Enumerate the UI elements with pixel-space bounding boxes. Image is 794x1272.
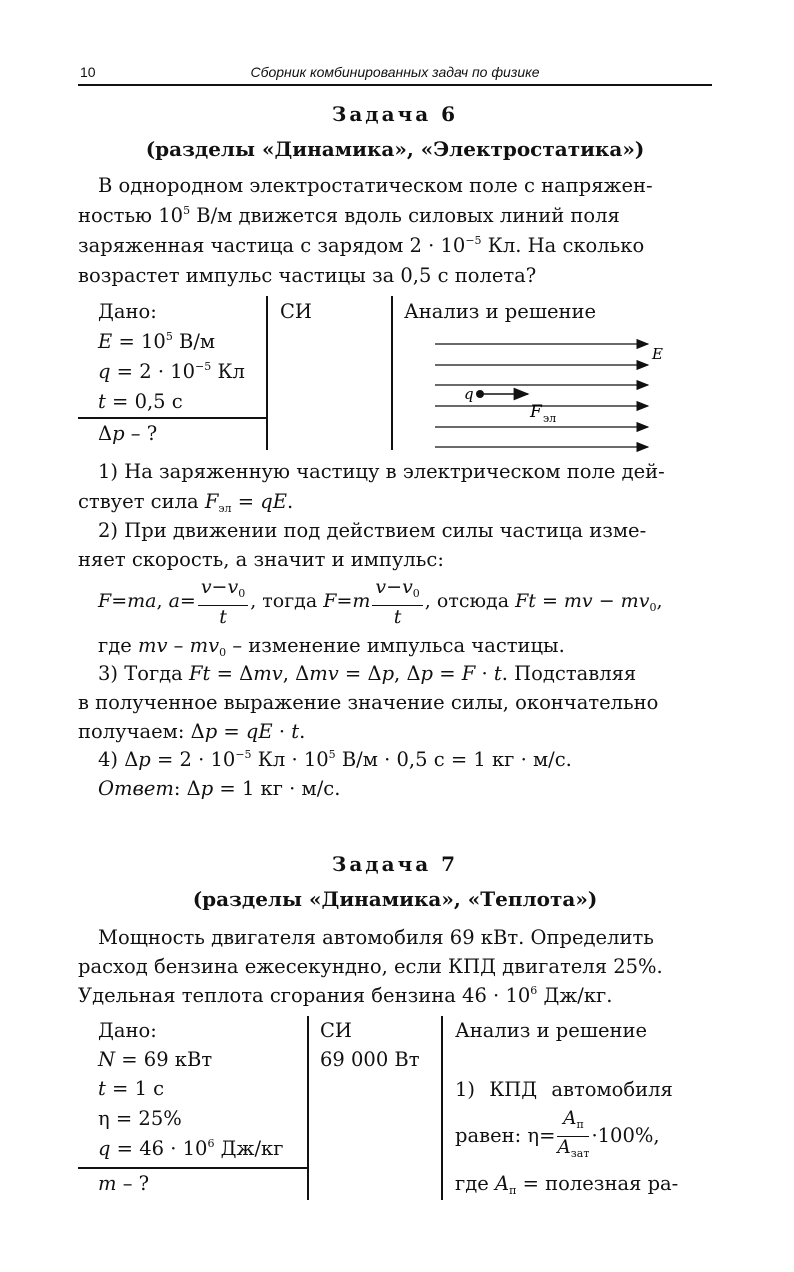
given-item: t = 1 с: [98, 1077, 165, 1100]
table-divider: [441, 1016, 443, 1200]
field-label: E: [652, 345, 663, 363]
task7-statement-line: Удельная теплота сгорания бензина $46 \cdot 10^6$ Дж/кг.: [78, 984, 613, 1007]
task6-title: Задача 6: [331, 102, 459, 126]
task7-title: Задача 7: [331, 852, 459, 876]
given-item: t = 0,5 с: [98, 390, 183, 413]
answer-line: Ответ: Δp = 1 кг · м/с.: [98, 777, 341, 800]
given-item: $q = 2 \cdot 10^{-5}$ Кл: [98, 360, 245, 383]
table-divider: [266, 296, 268, 450]
solution-line: 2) При движении под действием силы частица изме-: [98, 519, 647, 542]
force-label: F: [530, 402, 542, 422]
task7-subtitle: (разделы «Динамика», «Теплота»): [192, 887, 598, 911]
solution-line: получаем: Δp = qE · t.: [78, 720, 306, 743]
solution-line: 1) КПД автомобиля: [455, 1078, 673, 1101]
given-label: Дано:: [98, 300, 157, 323]
page-number: 10: [80, 64, 96, 80]
find-item: m – ?: [98, 1172, 150, 1195]
given-underline: [78, 1167, 307, 1169]
find-item: Δp – ?: [98, 422, 158, 445]
given-item: N = 69 кВт: [98, 1048, 213, 1071]
si-label: СИ: [320, 1019, 352, 1042]
task7-statement-line: расход бензина ежесекундно, если КПД двигателя 25%.: [78, 955, 663, 978]
solution-line: 1) На заряженную частицу в электрическом поле дей-: [98, 460, 665, 483]
efficiency-formula: равен: η= $\frac{A_п}{A_{зат}}$ ·100%,: [455, 1108, 660, 1160]
given-item: $q = 46 \cdot 10^6$ Дж/кг: [98, 1137, 284, 1160]
solution-line: в полученное выражение значение силы, окончательно: [78, 691, 659, 714]
given-underline: [78, 417, 266, 419]
task6-subtitle: (разделы «Динамика», «Электростатика»): [145, 137, 645, 161]
solution-line: 4) $\Delta p = 2 \cdot 10^{-5}$ Кл · $10^5$ В/м · 0,5 с = 1 кг · м/с.: [98, 748, 572, 771]
si-value: 69 000 Вт: [320, 1048, 420, 1071]
page-header: [78, 62, 712, 86]
si-label: СИ: [280, 300, 312, 323]
charge-label: q: [464, 385, 474, 403]
force-subscript: эл: [543, 412, 557, 425]
book-title: Сборник комбинированных задач по физике: [250, 64, 540, 80]
task7-statement-line: Мощность двигателя автомобиля 69 кВт. Определить: [98, 926, 654, 949]
given-item: η = 25%: [98, 1107, 182, 1130]
table-divider: [307, 1016, 309, 1200]
given-item: $E = 10^5$ В/м: [98, 330, 216, 353]
table-divider: [391, 296, 393, 450]
task6-statement-line: ностью $10^5$ В/м движется вдоль силовых линий поля: [78, 204, 620, 227]
solution-line: ствует сила $F_{эл}$ = qE.: [78, 490, 294, 515]
task6-statement-line: В однородном электростатическом поле с напряжен-: [98, 174, 653, 197]
formula-line: F=ma, a= $\frac{v-v_0}{t}$ , тогда F=m $\frac{v-v_0}{t}$ , отсюда Ft = mv − $mv_0$,: [98, 576, 663, 628]
solution-line: где $A_п$ = полезная ра-: [455, 1172, 679, 1197]
task6-statement-line: возрастет импульс частицы за 0,5 с полета?: [78, 264, 537, 287]
solution-line: где mv – $mv_0$ – изменение импульса частицы.: [98, 634, 565, 659]
solution-line: 3) Тогда Ft = Δmv, Δmv = Δp, Δp = F · t. Подставляя: [98, 662, 637, 685]
analysis-label: Анализ и решение: [404, 300, 597, 323]
solution-line: няет скорость, а значит и импульс:: [78, 548, 444, 571]
analysis-label: Анализ и решение: [455, 1019, 648, 1042]
task6-statement-line: заряженная частица с зарядом $2 \cdot 10^{-5}$ Кл. На сколько: [78, 234, 645, 257]
field-diagram: [430, 335, 680, 460]
given-label: Дано:: [98, 1019, 157, 1042]
